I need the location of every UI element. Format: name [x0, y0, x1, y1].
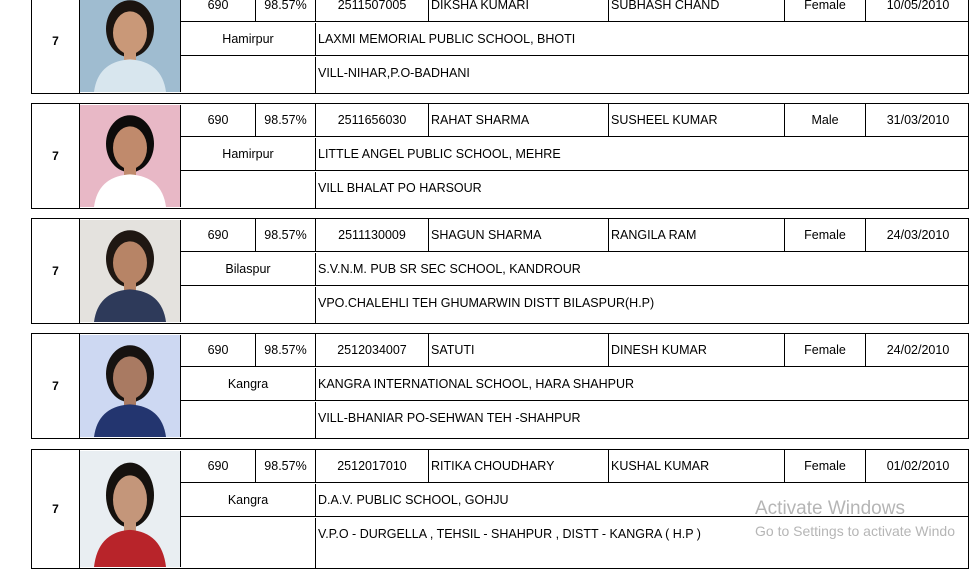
roll-number-cell: 2511130009	[316, 219, 429, 252]
empty-cell	[181, 518, 316, 568]
dob-cell: 10/05/2010	[866, 0, 969, 22]
student-name-cell: DIKSHA KUMARI	[429, 0, 609, 22]
student-photo	[80, 0, 181, 92]
father-name-cell: RANGILA RAM	[609, 219, 785, 252]
school-cell: S.V.N.M. PUB SR SEC SCHOOL, KANDROUR	[316, 253, 969, 286]
school-cell: LAXMI MEMORIAL PUBLIC SCHOOL, BHOTI	[316, 23, 969, 56]
roll-number-cell: 2512034007	[316, 334, 429, 367]
roll-number-cell: 2511656030	[316, 104, 429, 137]
empty-cell	[181, 402, 316, 438]
portrait-image	[80, 220, 180, 322]
marks-cell: 690	[181, 334, 256, 367]
district-cell: Kangra	[181, 368, 316, 401]
marks-cell: 690	[181, 0, 256, 22]
address-cell: VILL-NIHAR,P.O-BADHANI	[318, 66, 470, 80]
school-cell: LITTLE ANGEL PUBLIC SCHOOL, MEHRE	[316, 138, 969, 171]
activate-windows-hint: Go to Settings to activate Windo	[755, 523, 955, 539]
rank-cell: 7	[32, 334, 80, 438]
student-name-cell: RITIKA CHOUDHARY	[429, 450, 609, 483]
student-photo	[80, 335, 181, 437]
student-photo	[80, 451, 181, 567]
percentage-cell: 98.57%	[256, 450, 316, 483]
gender-cell: Male	[785, 104, 866, 137]
portrait-image	[80, 335, 180, 437]
portrait-image	[80, 451, 180, 567]
empty-cell	[181, 57, 316, 93]
student-record	[31, 333, 969, 439]
student-photo	[80, 105, 181, 207]
gender-cell: Female	[785, 450, 866, 483]
address-cell: VILL BHALAT PO HARSOUR	[318, 181, 482, 195]
roll-number-cell: 2511507005	[316, 0, 429, 22]
school-cell: D.A.V. PUBLIC SCHOOL, GOHJU	[316, 484, 969, 517]
empty-cell	[181, 287, 316, 323]
address-cell: V.P.O - DURGELLA , TEHSIL - SHAHPUR , DISTT - KANGRA ( H.P )	[318, 527, 701, 541]
father-name-cell: DINESH KUMAR	[609, 334, 785, 367]
percentage-cell: 98.57%	[256, 104, 316, 137]
rank-cell: 7	[32, 104, 80, 208]
activate-windows-watermark: Activate Windows	[755, 498, 905, 519]
percentage-cell: 98.57%	[256, 334, 316, 367]
dob-cell: 24/02/2010	[866, 334, 969, 367]
dob-cell: 01/02/2010	[866, 450, 969, 483]
rank-cell: 7	[32, 219, 80, 323]
student-name-cell: RAHAT SHARMA	[429, 104, 609, 137]
gender-cell: Female	[785, 219, 866, 252]
portrait-image	[80, 0, 180, 92]
address-cell: VPO.CHALEHLI TEH GHUMARWIN DISTT BILASPUR(H.P)	[318, 296, 655, 310]
student-record	[31, 218, 969, 324]
empty-cell	[181, 172, 316, 208]
marks-cell: 690	[181, 219, 256, 252]
dob-cell: 31/03/2010	[866, 104, 969, 137]
father-name-cell: KUSHAL KUMAR	[609, 450, 785, 483]
father-name-cell: SUBHASH CHAND	[609, 0, 785, 22]
percentage-cell: 98.57%	[256, 0, 316, 22]
marks-cell: 690	[181, 450, 256, 483]
dob-cell: 24/03/2010	[866, 219, 969, 252]
rank-cell: 7	[32, 450, 80, 568]
student-record	[31, 103, 969, 209]
student-name-cell: SATUTI	[429, 334, 609, 367]
father-name-cell: SUSHEEL KUMAR	[609, 104, 785, 137]
marks-cell: 690	[181, 104, 256, 137]
address-cell: VILL-BHANIAR PO-SEHWAN TEH -SHAHPUR	[318, 411, 581, 425]
portrait-image	[80, 105, 180, 207]
gender-cell: Female	[785, 334, 866, 367]
district-cell: Bilaspur	[181, 253, 316, 286]
gender-cell: Female	[785, 0, 866, 22]
rank-cell: 7	[32, 0, 80, 93]
student-name-cell: SHAGUN SHARMA	[429, 219, 609, 252]
school-cell: KANGRA INTERNATIONAL SCHOOL, HARA SHAHPUR	[316, 368, 969, 401]
district-cell: Kangra	[181, 484, 316, 517]
district-cell: Hamirpur	[181, 23, 316, 56]
district-cell: Hamirpur	[181, 138, 316, 171]
percentage-cell: 98.57%	[256, 219, 316, 252]
student-record	[31, 0, 969, 94]
roll-number-cell: 2512017010	[316, 450, 429, 483]
student-photo	[80, 220, 181, 322]
